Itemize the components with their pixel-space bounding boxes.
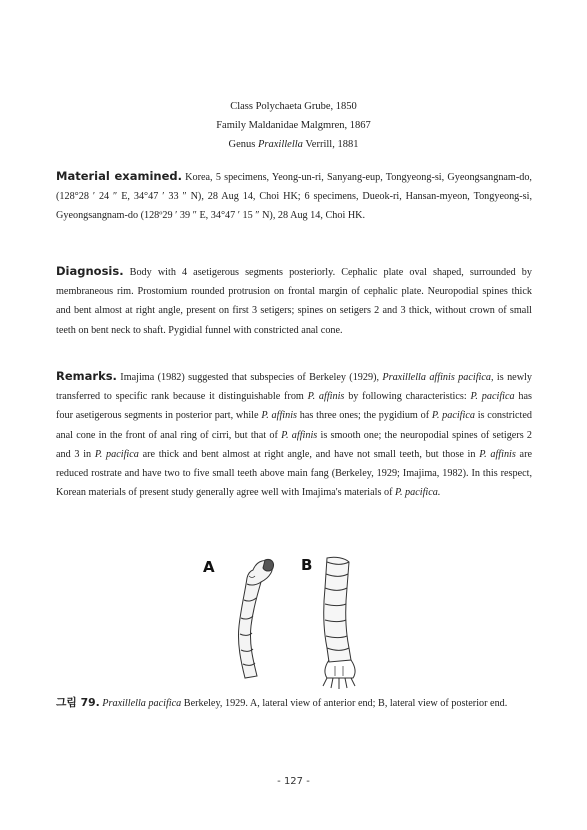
figure-number: 그림 79.: [56, 696, 100, 709]
class-line: Class Polychaeta Grube, 1850: [230, 101, 357, 112]
remarks-text-1: Imajima (1982) suggested that subspecies of Berkeley (1929),: [116, 372, 383, 383]
remarks-section: [56, 367, 532, 502]
remarks-italic-5: P. pacifica: [431, 410, 475, 422]
diagnosis-text: Body with 4 asetigerous segments posteriorly. Cephalic plate oval shaped, surrounded by membraneous rim. Prostomium rounded protrusion on frontal margin of cephalic plate. Neuropodial spines thick and bent almost at right angle, present on first 3 setigers; spines on setigers 2 and 3 thick, without crown of small teeth on bent neck to shaft. Pygidial funnel with constricted anal cone.: [56, 267, 532, 336]
drawing-a-anterior-end: [238, 559, 273, 678]
material-examined-section: [56, 167, 532, 226]
figure-caption: [56, 693, 532, 713]
genus-suffix: Verrill, 1881: [302, 139, 359, 150]
remarks-text-2: is newly transferred to specific rank because it distinguishable from: [56, 372, 532, 403]
remarks-italic-3: P. pacifica: [470, 391, 515, 403]
family-line: Family Maldanidae Malgmren, 1867: [216, 120, 371, 131]
remarks-italic-9: P. pacifica.: [395, 487, 441, 499]
remarks-italic-4: P. affinis: [261, 410, 298, 422]
remarks-italic-8: P. affinis: [479, 448, 516, 460]
remarks-text-9: are reduced rostrate and have two to five small teeth above main fang (Berkeley, 1929; Imajima, 1982). In this respect, Korean materials of present study generally agree well with Imajima's materials of: [56, 448, 532, 499]
figure-label-a: A: [203, 558, 215, 576]
remarks-text-7: is smooth one; the neuropodial spines of setigers 2 and 3 in: [56, 429, 532, 460]
remarks-italic-1: Praxillella affinis pacifica,: [382, 372, 494, 383]
caption-species: Praxillella pacifica: [102, 698, 182, 709]
remarks-text-6: is constricted anal cone in the front of anal ring of cirri, but that of: [56, 410, 532, 441]
genus-name: Praxillella: [258, 139, 303, 150]
specimen-drawings: [195, 548, 395, 698]
remarks-italic-6: P. affinis: [281, 429, 318, 441]
remarks-text-3: by following characteristics:: [344, 391, 471, 403]
specimen-figure: [195, 548, 395, 698]
genus-line: [0, 135, 587, 154]
diagnosis-section: [56, 262, 532, 340]
material-text: Korea, 5 specimens, Yeong-un-ri, Sanyang-eup, Tongyeong-si, Gyeongsangnam-do, (128°28 ′ 24 ″ E, 34°47 ′ 33 ″ N), 28 Aug 14, Choi HK; 6 specimens, Dueok-ri, Hansan-myeon, Tongyeong-si, Gyeongsangnam-do (128º29 ′ 39 ″ E, 34°47 ′ 15 ″ N), 28 Aug 14, Choi HK.: [56, 172, 532, 222]
figure-label-b: B: [301, 556, 313, 574]
diagnosis-heading: Diagnosis.: [56, 264, 124, 278]
drawing-b-posterior-end: [323, 557, 355, 689]
taxonomy-header: [0, 97, 587, 154]
remarks-text-5: has three ones; the pygidium of: [297, 410, 432, 422]
remarks-text-8: are thick and bent almost at right angle, and have not small teeth, but those in: [138, 448, 480, 460]
remarks-text-4: has four asetigerous segments in posterior part, while: [56, 391, 532, 422]
genus-prefix: Genus: [228, 139, 259, 150]
remarks-italic-2: P. affinis: [307, 391, 345, 403]
remarks-heading: Remarks.: [56, 369, 117, 383]
material-heading: Material examined.: [56, 169, 182, 183]
remarks-italic-7: P. pacifica: [94, 448, 139, 460]
page-number: - 127 -: [277, 776, 310, 787]
caption-text: Berkeley, 1929. A, lateral view of anterior end; B, lateral view of posterior end.: [181, 698, 508, 709]
